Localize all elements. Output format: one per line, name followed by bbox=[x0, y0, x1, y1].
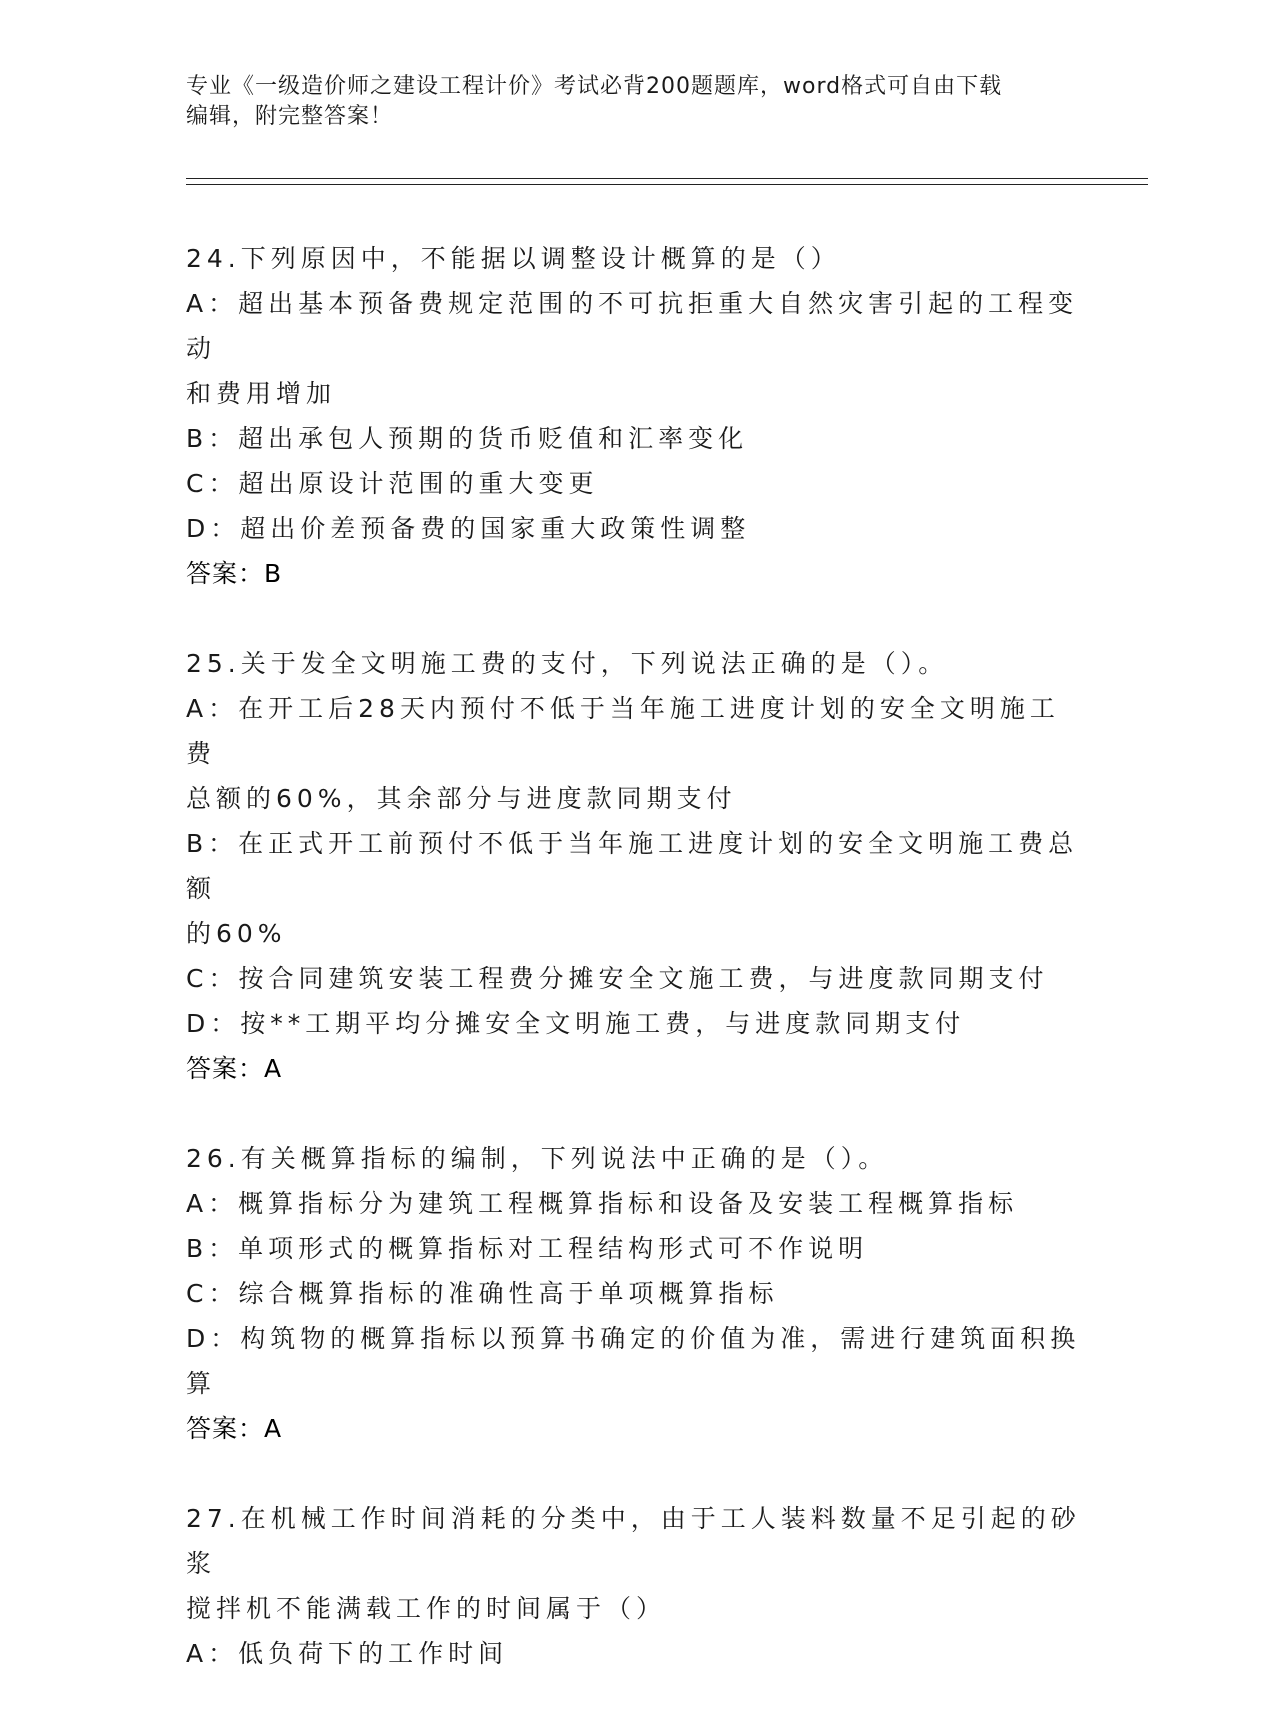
option-a: A：超出基本预备费规定范围的不可抗拒重大自然灾害引起的工程变动 bbox=[186, 289, 1079, 363]
answer: 答案：B bbox=[186, 559, 283, 588]
option-a: A：低负荷下的工作时间 bbox=[186, 1639, 509, 1668]
question-24 bbox=[186, 236, 1086, 596]
question-list bbox=[186, 236, 1086, 1721]
option-c: C：按合同建筑安装工程费分摊安全文施工费，与进度款同期支付 bbox=[186, 964, 1049, 993]
option-d: D：超出价差预备费的国家重大政策性调整 bbox=[186, 514, 751, 543]
option-d: D：构筑物的概算指标以预算书确定的价值为准，需进行建筑面积换算 bbox=[186, 1324, 1081, 1398]
question-stem: 27.在机械工作时间消耗的分类中，由于工人装料数量不足引起的砂浆 bbox=[186, 1504, 1081, 1578]
question-stem: 25.关于发全文明施工费的支付，下列说法正确的是（）。 bbox=[186, 649, 949, 678]
option-b: B：在正式开工前预付不低于当年施工进度计划的安全文明施工费总额 bbox=[186, 829, 1079, 903]
question-26 bbox=[186, 1136, 1086, 1451]
option-b: B：超出承包人预期的货币贬值和汇率变化 bbox=[186, 424, 749, 453]
question-25 bbox=[186, 641, 1086, 1091]
option-c: C：综合概算指标的准确性高于单项概算指标 bbox=[186, 1279, 779, 1308]
header-intro-line-2: 编辑，附完整答案！ bbox=[186, 104, 394, 129]
question-stem: 24.下列原因中，不能据以调整设计概算的是（） bbox=[186, 244, 841, 273]
header-intro-line-1: 专业《一级造价师之建设工程计价》考试必背200题题库，word格式可自由下载 bbox=[186, 74, 1003, 99]
option-a-cont: 总额的60%，其余部分与进度款同期支付 bbox=[186, 784, 737, 813]
option-b: B：单项形式的概算指标对工程结构形式可不作说明 bbox=[186, 1234, 869, 1263]
document-header bbox=[186, 72, 1066, 132]
answer: 答案：A bbox=[186, 1054, 283, 1083]
question-stem-cont: 搅拌机不能满载工作的时间属于（） bbox=[186, 1594, 667, 1623]
question-stem: 26.有关概算指标的编制，下列说法中正确的是（）。 bbox=[186, 1144, 889, 1173]
option-a-cont: 和费用增加 bbox=[186, 379, 337, 408]
answer: 答案：A bbox=[186, 1414, 283, 1443]
option-c: C：超出原设计范围的重大变更 bbox=[186, 469, 599, 498]
option-a: A：在开工后28天内预付不低于当年施工进度计划的安全文明施工费 bbox=[186, 694, 1060, 768]
option-b-cont: 的60% bbox=[186, 919, 287, 948]
question-27 bbox=[186, 1496, 1086, 1676]
header-divider bbox=[186, 178, 1148, 185]
option-d: D：按**工期平均分摊安全文明施工费，与进度款同期支付 bbox=[186, 1009, 966, 1038]
option-a: A：概算指标分为建筑工程概算指标和设备及安装工程概算指标 bbox=[186, 1189, 1019, 1218]
